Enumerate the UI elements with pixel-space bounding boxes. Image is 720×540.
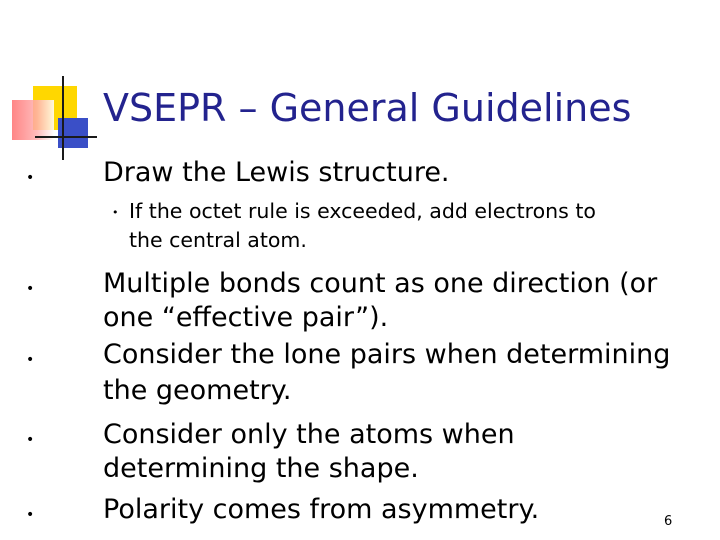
bullet-icon: •	[26, 507, 35, 523]
bullet-icon: •	[26, 281, 35, 297]
bullet-icon: •	[26, 352, 35, 368]
bullet-lone-pairs-line1: Consider the lone pairs when determining	[103, 339, 671, 370]
bullet-lone-pairs-line2: the geometry.	[103, 375, 292, 406]
bullet-multiple-bonds-line2: one “effective pair”).	[103, 302, 389, 333]
slide-logo-decoration	[0, 0, 100, 170]
bullet-lewis-structure: Draw the Lewis structure.	[103, 157, 450, 188]
bullet-icon: •	[26, 170, 35, 186]
logo-vertical-line	[62, 76, 64, 160]
bullet-only-atoms-line2: determining the shape.	[103, 453, 419, 484]
sub-bullet-octet-line2: the central atom.	[129, 228, 307, 252]
slide-title: VSEPR – General Guidelines	[103, 86, 632, 130]
bullet-polarity: Polarity comes from asymmetry.	[103, 494, 540, 525]
logo-horizontal-line	[35, 136, 97, 138]
sub-bullet-octet-line1: If the octet rule is exceeded, add electrons to	[129, 199, 596, 223]
sub-bullet-icon: •	[112, 206, 119, 219]
page-number: 6	[664, 514, 673, 529]
bullet-icon: •	[26, 432, 35, 448]
bullet-multiple-bonds-line1: Multiple bonds count as one direction (or	[103, 268, 658, 299]
bullet-only-atoms-line1: Consider only the atoms when	[103, 419, 515, 450]
logo-red-square	[12, 100, 54, 140]
